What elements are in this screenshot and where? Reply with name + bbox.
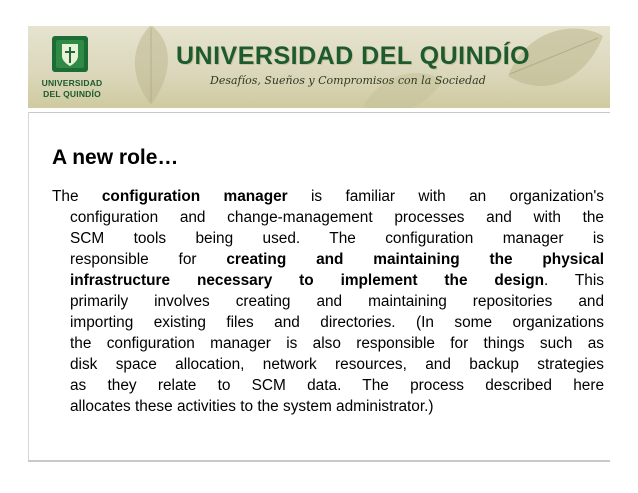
paragraph-line bbox=[70, 270, 604, 291]
university-logo bbox=[36, 32, 108, 104]
text-run: is familiar with an organization's bbox=[287, 188, 605, 205]
university-slogan: Desafíos, Sueños y Compromisos con la Sociedad bbox=[210, 74, 486, 87]
paragraph-line bbox=[70, 354, 604, 375]
text-run: responsible for bbox=[70, 251, 227, 268]
university-title: UNIVERSIDAD DEL QUINDÍO bbox=[176, 42, 531, 70]
paragraph-line bbox=[70, 375, 604, 396]
slide-heading: A new role… bbox=[52, 146, 179, 169]
paragraph-line bbox=[70, 396, 604, 417]
divider-top bbox=[28, 112, 610, 113]
university-shield-icon bbox=[50, 34, 90, 74]
header-banner bbox=[28, 26, 610, 108]
text-run: allocates these activities to the system administrator.) bbox=[70, 398, 434, 415]
text-run: importing existing files and directories. (In some organizations bbox=[70, 314, 604, 331]
leaf-decoration-icon bbox=[358, 66, 448, 108]
slide-body-text bbox=[52, 186, 604, 417]
divider-left bbox=[28, 112, 29, 460]
paragraph-line bbox=[70, 312, 604, 333]
text-run: . This bbox=[544, 272, 604, 289]
logo-text-line1: UNIVERSIDAD bbox=[41, 78, 103, 88]
bold-phrase: infrastructure necessary to implement the design bbox=[70, 272, 545, 289]
text-run: SCM tools being used. The configuration manager is bbox=[70, 230, 604, 247]
bold-phrase: configuration manager bbox=[101, 188, 288, 205]
paragraph-line bbox=[70, 333, 604, 354]
text-run: as they relate to SCM data. The process described here bbox=[70, 377, 604, 394]
logo-text-line2: DEL QUINDÍO bbox=[43, 89, 101, 99]
text-run: configuration and change-management processes and with the bbox=[70, 209, 604, 226]
paragraph-line bbox=[52, 186, 604, 207]
divider-bottom bbox=[28, 460, 610, 462]
text-run: primarily involves creating and maintaining repositories and bbox=[70, 293, 604, 310]
bold-phrase: creating and maintaining the physical bbox=[226, 251, 604, 268]
paragraph-line bbox=[70, 291, 604, 312]
paragraph-line bbox=[70, 228, 604, 249]
text-run: the configuration manager is also responsible for things such as bbox=[70, 335, 604, 352]
paragraph-line bbox=[70, 207, 604, 228]
paragraph-line bbox=[70, 249, 604, 270]
text-run: The bbox=[52, 188, 102, 205]
text-run: disk space allocation, network resources, and backup strategies bbox=[70, 356, 604, 373]
slide bbox=[28, 26, 610, 466]
